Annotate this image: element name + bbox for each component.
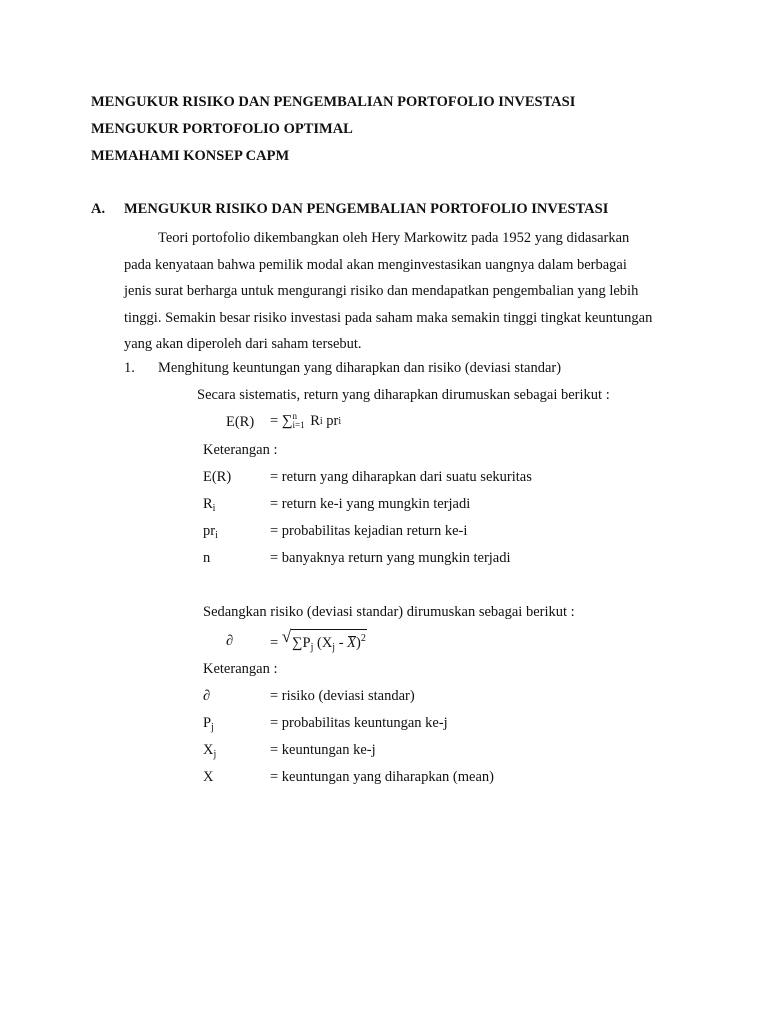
expected-return-lhs: E(R) — [226, 414, 255, 430]
risk-formula — [270, 629, 367, 657]
risk-intro: Sedangkan risiko (deviasi standar) dirumuskan sebagai berikut : — [203, 604, 575, 620]
paragraph-line: Teori portofolio dikembangkan oleh Hery Markowitz pada 1952 yang didasarkan — [158, 230, 630, 246]
legend-term: X — [203, 769, 214, 785]
summation-icon: ∑ — [281, 412, 293, 429]
legend-desc: = return yang diharapkan dari suatu sekuritas — [270, 469, 532, 485]
heading-2: MENGUKUR PORTOFOLIO OPTIMAL — [91, 121, 353, 137]
item-1-number: 1. — [124, 360, 135, 376]
legend-term: $X_j$ — [203, 742, 217, 760]
equals-sign: = — [270, 634, 279, 651]
square-root — [282, 629, 367, 657]
heading-3: MEMAHAMI KONSEP CAPM — [91, 148, 290, 164]
legend-term: $pr_i$ — [203, 523, 218, 541]
keterangan-label-2: Keterangan : — [203, 661, 278, 677]
legend-desc: = probabilitas keuntungan ke-j — [270, 715, 448, 731]
return-subscript: i — [319, 415, 323, 427]
probability-symbol: pr — [326, 412, 339, 429]
legend-term: ∂ — [203, 688, 211, 704]
paragraph-line: yang akan diperoleh dari saham tersebut. — [124, 336, 362, 352]
paragraph-line: jenis surat berharga untuk mengurangi risiko dan mendapatkan pengembalian yang lebih — [124, 283, 639, 299]
sum-lower-limit: i=1 — [292, 420, 305, 430]
legend-desc: = banyaknya return yang mungkin terjadi — [270, 550, 511, 566]
legend-term: $P_j$ — [203, 715, 214, 733]
expected-return-formula — [270, 412, 341, 430]
legend-term: E(R) — [203, 469, 232, 485]
risk-symbol-icon: ∂ — [226, 633, 234, 649]
legend-desc: = keuntungan ke-j — [270, 742, 376, 758]
radical-icon: √ — [281, 627, 292, 646]
legend-term: n — [203, 550, 211, 566]
legend-desc: = keuntungan yang diharapkan (mean) — [270, 769, 494, 785]
heading-1: MENGUKUR RISIKO DAN PENGEMBALIAN PORTOFOLIO INVESTASI — [91, 94, 576, 110]
mean-symbol: X — [347, 635, 357, 651]
sum-upper-limit: n — [292, 411, 298, 421]
legend-term: $R_i$ — [203, 496, 216, 514]
section-a-paragraph — [124, 225, 684, 358]
keterangan-label-1: Keterangan : — [203, 442, 278, 458]
equals-sign: = — [270, 412, 279, 429]
item-1-title: Menghitung keuntungan yang diharapkan dan risiko (deviasi standar) — [158, 360, 562, 376]
expected-return-intro: Secara sistematis, return yang diharapkan dirumuskan sebagai berikut : — [197, 387, 610, 403]
radicand: $\sum P_j$ $(X_j - X)^2$ — [291, 629, 367, 657]
return-symbol: R — [310, 412, 320, 429]
summation-limits — [293, 412, 305, 430]
paragraph-line: pada kenyataan bahwa pemilik modal akan menginvestasikan uangnya dalam berbagai — [124, 256, 627, 273]
legend-desc: = probabilitas kejadian return ke-i — [270, 523, 468, 539]
legend-desc: = risiko (deviasi standar) — [270, 688, 415, 704]
paragraph-line: tinggi. Semakin besar risiko investasi pada saham maka semakin tinggi tingkat keuntungan — [124, 309, 653, 326]
section-a-title: MENGUKUR RISIKO DAN PENGEMBALIAN PORTOFOLIO INVESTASI — [124, 201, 609, 217]
probability-subscript: i — [338, 415, 342, 427]
section-a-letter: A. — [91, 201, 106, 217]
summation-icon: ∑ — [292, 635, 303, 651]
legend-desc: = return ke-i yang mungkin terjadi — [270, 496, 471, 512]
exponent: 2 — [360, 633, 366, 644]
